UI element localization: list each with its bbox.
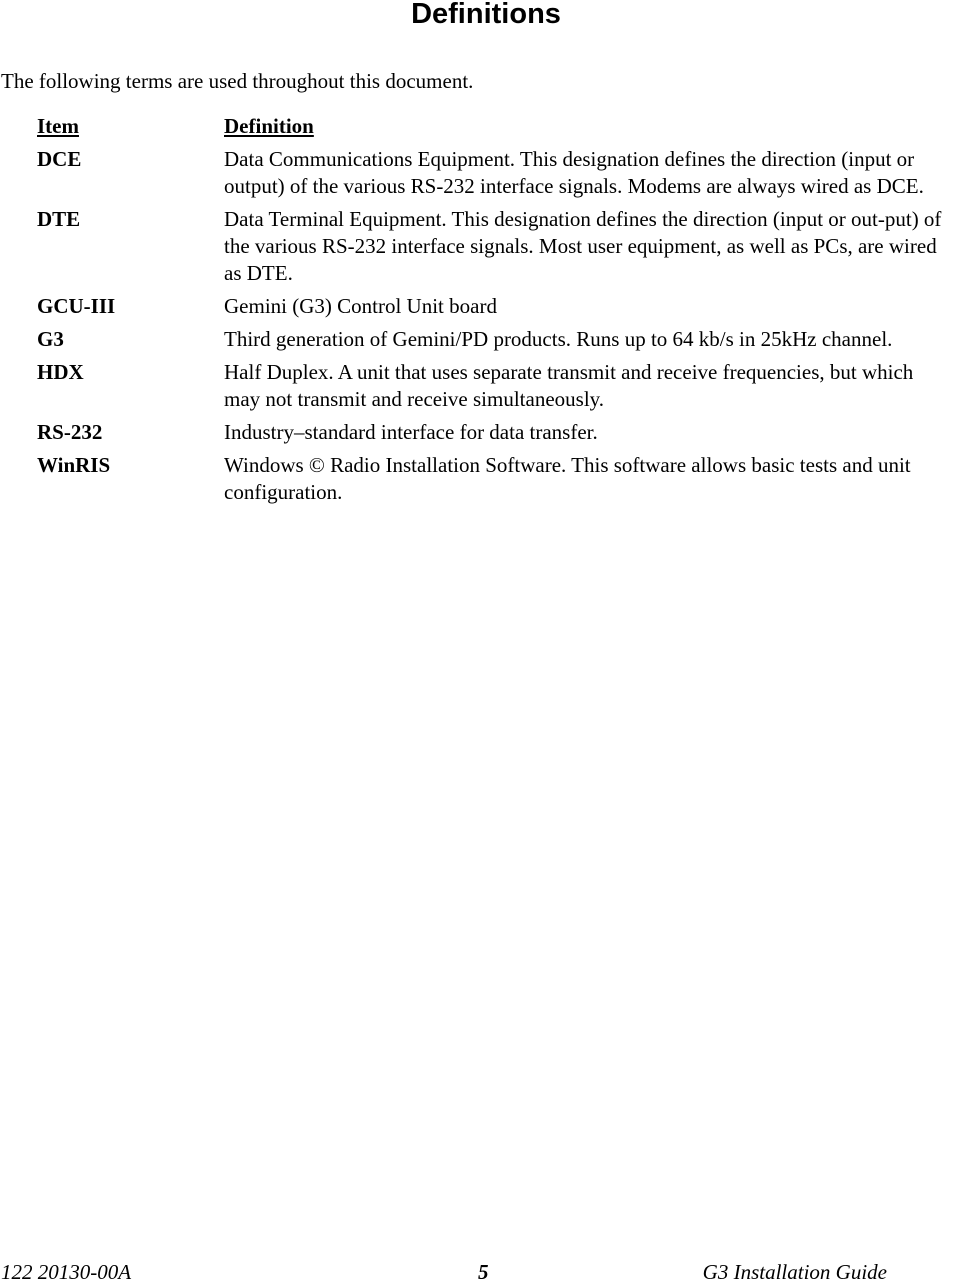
term: WinRIS bbox=[37, 453, 111, 477]
intro-paragraph: The following terms are used throughout this document. bbox=[1, 69, 474, 93]
document-number: 122 20130-00A bbox=[1, 1260, 132, 1284]
definition-text: Third generation of Gemini/PD products. Runs up to 64 kb/s in 25kHz channel. bbox=[224, 327, 893, 351]
definition-text: Gemini (G3) Control Unit board bbox=[224, 294, 497, 318]
definition-row-rs-232 bbox=[37, 419, 954, 446]
definition-row-dce bbox=[37, 146, 954, 200]
page-number: 5 bbox=[478, 1260, 489, 1284]
definition-row-hdx bbox=[37, 359, 954, 413]
definition-text: Half Duplex. A unit that uses separate transmit and receive frequencies, but which may not transmit and receive simultaneously. bbox=[224, 360, 914, 411]
definition-row-g3 bbox=[37, 326, 954, 353]
definition-text: Data Terminal Equipment. This designation defines the direction (input or out-put) of the various RS-232 interface signals. Most user equipment, as well as PCs, are wired as DTE. bbox=[224, 207, 942, 285]
page-title: Definitions bbox=[411, 0, 561, 30]
table-header-row bbox=[37, 113, 954, 140]
definition-row-dte bbox=[37, 206, 954, 287]
definition-row-winris bbox=[37, 452, 954, 506]
definition-column-header: Definition bbox=[224, 114, 314, 138]
definition-row-gcu-iii bbox=[37, 293, 954, 320]
definitions-table bbox=[37, 113, 954, 512]
definition-text: Data Communications Equipment. This designation defines the direction (input or output) of the various RS-232 interface signals. Modems are always wired as DCE. bbox=[224, 147, 924, 198]
term: GCU-III bbox=[37, 294, 116, 318]
term: G3 bbox=[37, 327, 64, 351]
term: HDX bbox=[37, 360, 84, 384]
item-column-header: Item bbox=[37, 114, 79, 138]
guide-title: G3 Installation Guide bbox=[702, 1260, 887, 1284]
term: RS-232 bbox=[37, 420, 103, 444]
definition-text: Windows © Radio Installation Software. This software allows basic tests and unit configuration. bbox=[224, 453, 911, 504]
page-footer bbox=[0, 1259, 954, 1286]
definition-text: Industry–standard interface for data transfer. bbox=[224, 420, 598, 444]
term: DTE bbox=[37, 207, 81, 231]
term: DCE bbox=[37, 147, 82, 171]
